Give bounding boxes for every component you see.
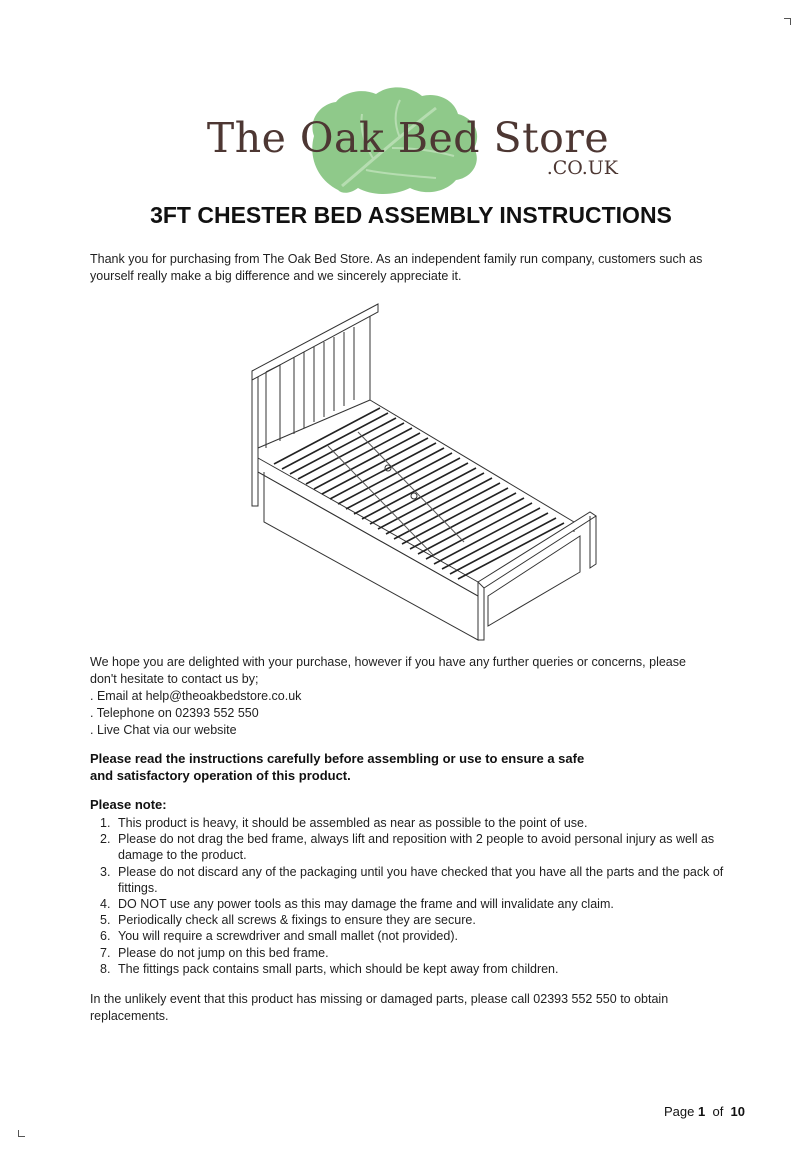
notes-list (90, 815, 730, 977)
page-label: Page (664, 1104, 695, 1119)
crop-mark-top-right (784, 18, 791, 25)
logo-store-name: The Oak Bed Store (206, 114, 610, 162)
logo-domain: .CO.UK (546, 157, 618, 179)
notes-title: Please note: (90, 797, 167, 812)
contact-email: . Email at help@theoakbedstore.co.uk (90, 689, 302, 703)
safety-notice (90, 750, 584, 784)
page-current: 1 (698, 1104, 706, 1119)
page-of: of (712, 1104, 724, 1119)
store-logo (196, 86, 620, 194)
page-indicator (664, 1104, 745, 1119)
list-item: 4. DO NOT use any power tools as this may damage the frame and will invalidate any claim. (100, 897, 614, 912)
safety-notice-line-2: and satisfactory operation of this product. (90, 768, 351, 783)
list-item: 5. Periodically check all screws & fixings to ensure they are secure. (100, 913, 476, 928)
list-item: 3. Please do not discard any of the packaging until you have checked that you have all the parts and the pack of fittings. (100, 864, 724, 895)
contact-section (90, 654, 710, 739)
list-item: 2. Please do not drag the bed frame, always lift and reposition with 2 people to avoid personal injury as well as damage to the product. (100, 832, 715, 863)
contact-phone: . Telephone on 02393 552 550 (90, 706, 259, 720)
intro-paragraph: Thank you for purchasing from The Oak Bed Store. As an independent family run company, customers such as yourself really make a big difference and we sincerely appreciate it. (90, 252, 703, 283)
contact-lead: We hope you are delighted with your purchase, however if you have any further queries or concerns, please don't hesitate to contact us by; (90, 655, 686, 686)
list-item: 7. Please do not jump on this bed frame. (100, 945, 329, 960)
bed-illustration (238, 296, 608, 642)
page-total: 10 (730, 1104, 746, 1119)
crop-mark-bottom-left (18, 1130, 25, 1137)
list-item: 1. This product is heavy, it should be assembled as near as possible to the point of use. (100, 816, 588, 830)
page-title: 3FT CHESTER BED ASSEMBLY INSTRUCTIONS (150, 202, 672, 228)
contact-chat: . Live Chat via our website (90, 723, 237, 737)
list-item: 8. The fittings pack contains small parts, which should be kept away from children. (100, 961, 559, 976)
closing-paragraph: In the unlikely event that this product has missing or damaged parts, please call 02393 552 550 to obtain replacements. (90, 992, 669, 1023)
safety-notice-line-1: Please read the instructions carefully before assembling or use to ensure a safe (90, 751, 585, 766)
list-item: 6. You will require a screwdriver and small mallet (not provided). (100, 929, 458, 944)
